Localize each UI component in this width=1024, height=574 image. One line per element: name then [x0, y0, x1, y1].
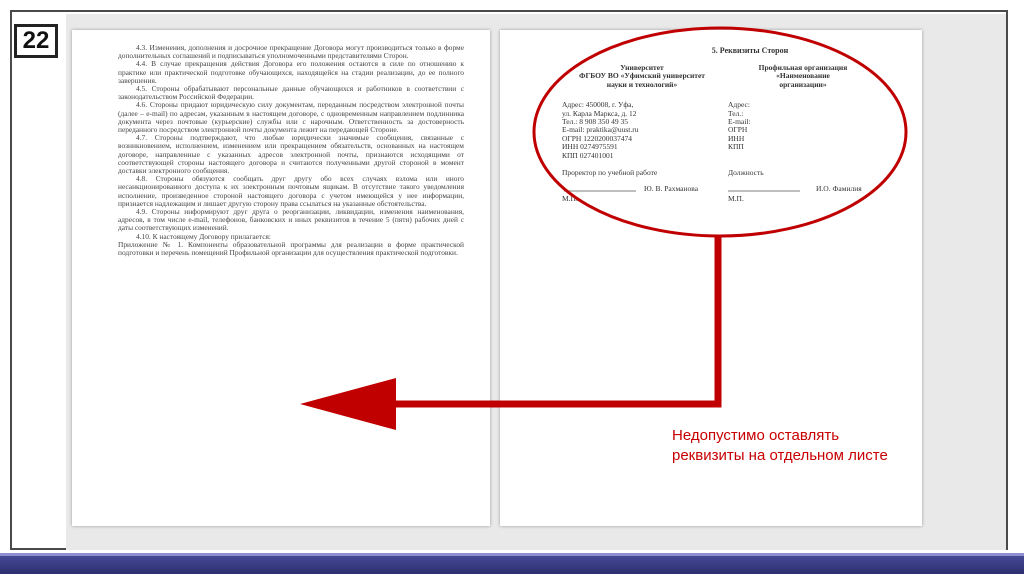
contract-paragraph: 4.7. Стороны подтверждают, что любые юридически значимые сообщения, связанные с возникновением, исполнением, изменением или прекращением обязательств, основанных на настоящем договоре, направленные с указанных адресов электронной почты, признаются исходящими от соответствующей стороны настоящего договора и считаются полученными другой стороной в момент доставки электронного сообщения. — [118, 133, 464, 176]
contract-paragraph: 4.9. Стороны информируют друг друга о реорганизации, ликвидации, изменения наименования, адресов, в том числе e-mail, телефонов, банковских и иных реквизитов в течение 5 (пяти) рабочих дней с даты соответствующих изменений. — [118, 207, 464, 233]
requisites-title: 5. Реквизиты Сторон — [711, 46, 789, 55]
organization-name: организации» — [779, 79, 827, 89]
organization-ogrn: ОГРН — [728, 125, 748, 135]
contract-paragraph: 4.3. Изменения, дополнения и досрочное прекращение Договора могут производиться только в форме дополнительных соглашений и подписываться уполномоченными представителями Сторон. — [118, 43, 464, 61]
arrow-shaft — [396, 236, 718, 404]
organization-stamp: М.П. — [728, 194, 744, 203]
university-address: ул. Карла Маркса, д. 12 — [562, 108, 637, 118]
organization-email: E-mail: — [728, 117, 751, 127]
organization-signatory: И.О. Фамилия — [816, 184, 862, 193]
university-ogrn: ОГРН 1220200037474 — [562, 133, 632, 143]
organization-name: «Наименование — [776, 71, 830, 81]
organization-phone: Тел.: — [728, 108, 744, 118]
organization-header: Профильная организация — [758, 63, 848, 72]
organization-kpp: КПП — [728, 142, 744, 152]
university-phone: Тел.: 8 908 350 49 35 — [562, 117, 628, 127]
contract-paragraph: Приложение № 1. Компоненты образовательной программы для реализации в форме практической подготовки и перечень помещений Профильной организации для осуществления практической подготовки. — [118, 239, 464, 258]
university-signatory: Ю. В. Рахманова — [644, 184, 699, 193]
university-kpp: КПП 027401001 — [562, 150, 614, 160]
organization-position: Должность — [728, 168, 764, 177]
requisites-highlight-ellipse — [534, 28, 906, 236]
arrow-head — [300, 378, 396, 430]
slide-number: 22 — [14, 24, 58, 58]
callout-text: Недопустимо оставлять реквизиты на отдельном листе — [672, 427, 888, 464]
university-name: ФГБОУ ВО «Уфимский университет — [579, 71, 705, 81]
university-position: Проректор по учебной работе — [562, 168, 658, 177]
university-name: науки и технологий» — [606, 79, 678, 89]
contract-paragraph: 4.5. Стороны обрабатывают персональные данные обучающихся и работников в соответствии с законодательством Российской Федерации. — [118, 84, 464, 102]
organization-inn: ИНН — [728, 133, 745, 143]
organization-address: Адрес: — [728, 100, 750, 110]
contract-paragraph: 4.6. Стороны придают юридическую силу документам, переданным посредством электронной почты (далее – e-mail) по адресам, указанным в настоящем договоре, с одновременным направлением подлинника документа через почтовые (курьерские) службы или с нарочным. Ответственность за достоверность переданного посредством электронной почты документа лежит на передающей Стороне. — [118, 100, 464, 135]
university-inn: ИНН 0274975591 — [562, 142, 618, 152]
contract-paragraph: 4.8. Стороны обязуются сообщать друг другу обо всех случаях взлома или иного несанкционированного доступа к их электронным почтовым ящикам. В отсутствие такого уведомления исполнение, произведенное стороной настоящего договора с учетом имеющейся у нее информации, признается надлежащим и лишает другую сторону права ссылаться на указанные обстоятельства. — [118, 174, 464, 208]
contract-paragraph: 4.10. К настоящему Договору прилагается: — [136, 231, 271, 241]
contract-paragraph: 4.4. В случае прекращения действия Договора его положения остаются в силе по отношению к практике или практической подготовке обучающихся, находящейся на стадии реализации, до ее полного завершения. — [118, 59, 464, 85]
university-header: Университет — [620, 63, 664, 72]
university-stamp: М.П. — [562, 194, 578, 203]
university-email: E-mail: praktika@uust.ru — [562, 125, 639, 135]
university-address: Адрес: 450008, г. Уфа, — [562, 100, 634, 110]
